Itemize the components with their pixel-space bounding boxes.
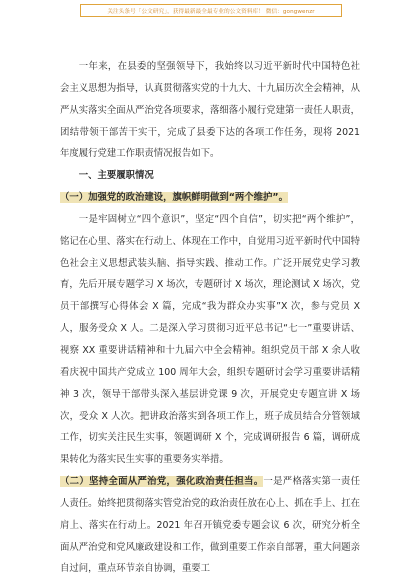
promo-banner-text: 关注头条号「公文研究」，获得最新最全最专业的公文资料库！ 微信：gongwenzr [107,8,315,15]
subsection-1-title: （一）加强党的政治建设，旗帜鲜明做到“两个维护”。 [60,192,288,204]
subsection-2-paragraph [60,471,360,580]
intro-paragraph: 一年来，在县委的坚强领导下，我始终以习近平新时代中国特色社会主义思想为指导，认真贯彻落实党的十九大、十九届历次全会精神，从严从实落实全面从严治党各项要求，落细落小履行党建第一责任人职责，团结带领干部苦干实干，完成了县委下达的各项工作任务，现将 2021 年度履行党建工作职责情况报告如下。 [60,61,361,160]
subsection-2-title: （二）坚持全面从严治党，强化政治责任担当。 [60,476,264,488]
subsection-1-paragraph: 一是牢固树立“四个意识”，坚定“四个自信”，切实把“两个维护”，铭记在心里、落实在行动上、体现在工作中，自觉用习近平新时代中国特色社会主义思想武装头脑、指导实践、推动工作。广泛开展党史学习教育，先后开展专题学习 X 场次，专题研讨 X 场次，理论测试 X 场次，党员干部撰写心得体会 X 篇，完成“我为群众办实事”X 次，参与党员 X 人，服务受众 X 人。二是深入学习贯彻习近平总书记“七一”重要讲话、视察 XX 重要讲话精神和十九届六中全会精神。组织党员干部 X 余人收看庆祝中国共产党成立 100 周年大会，组织专题研讨会学习重要讲话精神 3 次，领导干部带头深入基层讲党课 9 次，开展党史专题宣讲 X 场次，受众 X 人次。把讲政治落实到各项工作上，班子成员结合分管领域工作，切实关注民生实事，领题调研 X 个，完成调研报告 6 篇，调研成果转化为落实民生实事的重要务实举措。 [60,213,361,466]
subsection-1-heading [60,187,360,209]
section-heading: 一、主要履职情况 [78,170,154,182]
subsection-2-text: 一是严格落实第一责任人责任。始终把贯彻落实管党治党的政治责任放在心上、抓在手上、扛在肩上、落实在行动上。2021 年召开镇党委专题会议 6 次，研究分析全面从严治党和党风廉政建设和工作，做到重要工作亲自部署，重大问题亲自过问，重点环节亲自协调，重要工 [60,476,361,575]
promo-banner [80,4,342,17]
document-body [60,56,360,580]
